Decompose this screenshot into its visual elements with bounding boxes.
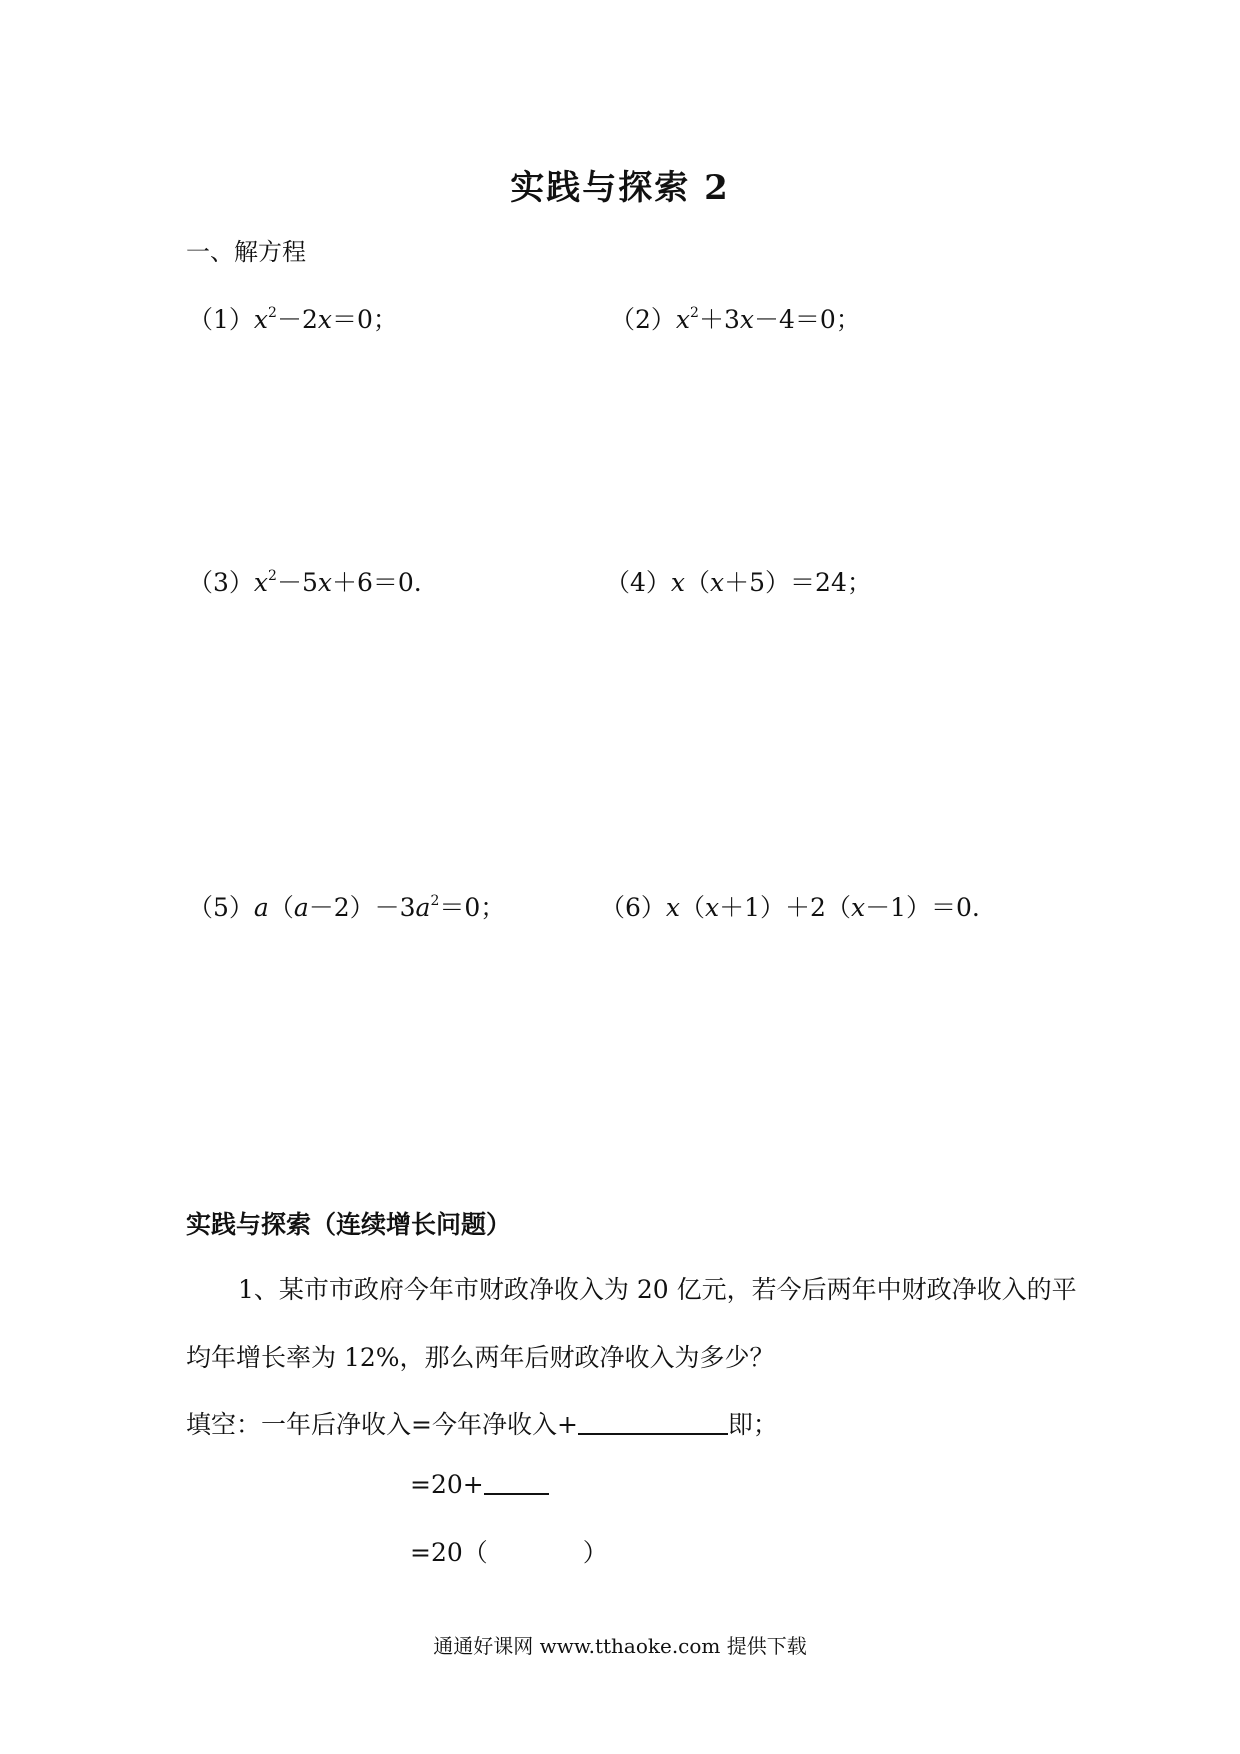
problem-number: （4）	[605, 568, 671, 597]
equation-text: ＝0；	[439, 893, 506, 922]
step-2-line	[410, 1533, 608, 1569]
equation-text: ＋1）＋2（	[719, 893, 851, 922]
answer-blank-2[interactable]	[484, 1471, 549, 1495]
equation-text: －5	[276, 568, 318, 597]
exponent: 2	[430, 893, 440, 909]
problem-4	[605, 563, 872, 599]
variable: x	[665, 893, 681, 922]
problem-number: （2）	[610, 305, 676, 334]
problem-3	[188, 563, 422, 599]
step-2-close: ）	[582, 1538, 608, 1567]
variable: x	[705, 893, 720, 922]
problem-5	[188, 888, 505, 924]
page-title: 实践与探索 2	[510, 168, 730, 208]
variable: a	[415, 893, 431, 922]
equation-text: －2	[276, 305, 318, 334]
variable: x	[253, 568, 269, 597]
exponent: 2	[690, 305, 699, 321]
fill-label: 填空：一年后净收入=今年净收入+	[186, 1410, 578, 1439]
step-1-line	[410, 1470, 549, 1499]
equation-text: （	[685, 568, 711, 597]
variable: a	[293, 893, 309, 922]
exponent: 2	[268, 305, 277, 321]
variable: x	[850, 893, 866, 922]
step-1-text: =20+	[410, 1470, 484, 1499]
equation-text: －1）＝0.	[865, 893, 980, 922]
footer-credit: 通通好课网 www.tthaoke.com 提供下载	[433, 1634, 807, 1658]
variable: x	[253, 305, 269, 334]
problem-number: （5）	[188, 893, 254, 922]
question-1-line-1: 1、某市市政府今年市财政净收入为 20 亿元，若今后两年中财政净收入的平	[238, 1275, 1077, 1304]
fill-suffix: 即；	[727, 1410, 778, 1439]
step-2-open: =20（	[410, 1538, 488, 1567]
variable: x	[317, 568, 332, 597]
variable: x	[317, 305, 332, 334]
section-heading-growth-problem: 实践与探索（连续增长问题）	[186, 1210, 512, 1239]
exponent: 2	[268, 568, 277, 584]
problem-2	[610, 300, 861, 336]
question-1-line-2: 均年增长率为 12%，那么两年后财政净收入为多少？	[186, 1343, 775, 1372]
section-heading-solve-equations: 一、解方程	[186, 238, 306, 266]
equation-text: （	[680, 893, 706, 922]
equation-text: －4＝0；	[753, 305, 861, 334]
variable: a	[253, 893, 269, 922]
equation-text: ＋5）＝24；	[724, 568, 872, 597]
variable: x	[710, 568, 725, 597]
answer-blank-1[interactable]	[578, 1411, 728, 1435]
variable: x	[739, 305, 754, 334]
problem-6	[600, 888, 980, 924]
problem-number: （6）	[600, 893, 666, 922]
equation-text: ＋3	[698, 305, 740, 334]
problem-1	[188, 300, 398, 336]
equation-text: ＝0；	[331, 305, 398, 334]
fill-in-line	[186, 1405, 778, 1441]
problem-number: （1）	[188, 305, 254, 334]
equation-text: ＋6＝0.	[331, 568, 422, 597]
equation-text: （	[268, 893, 294, 922]
problem-number: （3）	[188, 568, 254, 597]
variable: x	[670, 568, 686, 597]
equation-text: －2）－3	[308, 893, 416, 922]
variable: x	[675, 305, 691, 334]
